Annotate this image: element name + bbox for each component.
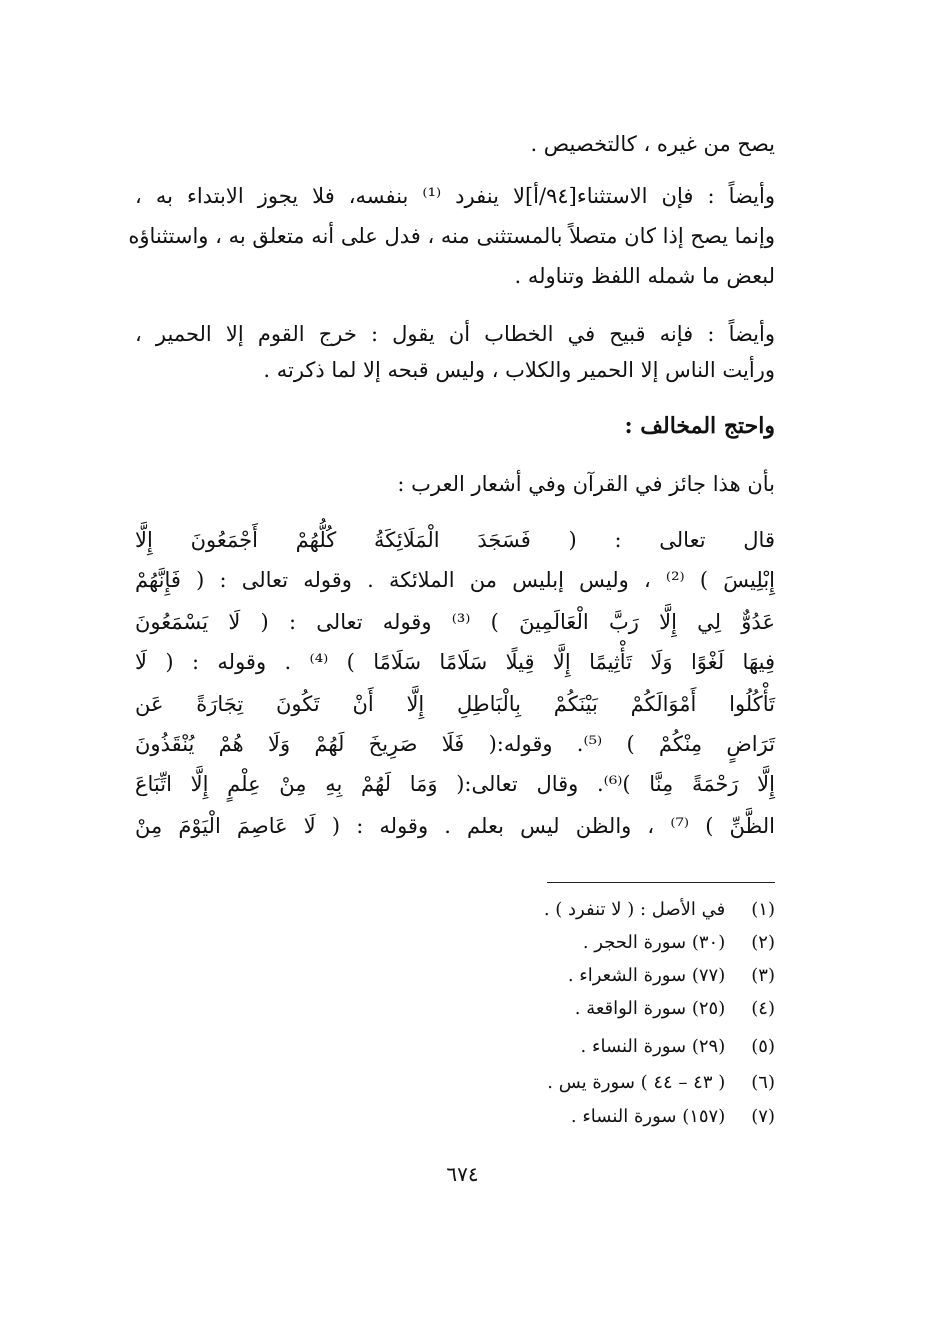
quran-text-line: تَأْكُلُوا أَمْوَالَكُمْ بَيْنَكُمْ بِالْبَاطِلِ إِلَّا أَنْ تَكُونَ تِجَارَةً عَن [135,692,775,716]
footnote-text: (٧٧) سورة الشعراء . [567,965,726,986]
footnote-number: (٥) [751,1036,775,1057]
text-line: بأن هذا جائز في القرآن وفي أشعار العرب : [397,472,775,496]
footnote-number: (٤) [751,998,775,1019]
footnote-number: (٦) [751,1072,775,1093]
footnote [547,1069,775,1097]
page-number: ٦٧٤ [446,1162,479,1186]
footnote-number: (١) [751,899,775,920]
text-line: لبعض ما شمله اللفظ وتناوله . [514,264,775,288]
text-line: وأيضاً : فإنه قبيح في الخطاب أن يقول : خرج القوم إلا الحمير ، [135,322,775,346]
footnote-text: (٣٠) سورة الحجر . [582,932,726,953]
text-line: وإنما يصح إذا كان متصلاً بالمستثنى منه ، فدل على أنه متعلق به ، واستثناؤه [128,224,775,248]
footnote-number: (٧) [751,1106,775,1127]
footnote-text: (٢٥) سورة الواقعة . [574,998,726,1019]
quran-text-line: الظَّنِّ ) ⁽⁷⁾ ، والظن ليس بعلم . وقوله : ( لَا عَاصِمَ الْيَوْمَ مِنْ [135,814,775,838]
footnote [568,962,775,990]
quran-text-line: إِلَّا رَحْمَةً مِنَّا )⁽⁶⁾. وقال تعالى:( وَمَا لَهُمْ بِهِ مِنْ عِلْمٍ إِلَّا اتِّبَاعَ [135,772,775,796]
footnote [583,929,775,957]
quran-text-line: تَرَاضٍ مِنْكُمْ ) ⁽⁵⁾. وقوله:( فَلَا صَرِيخَ لَهُمْ وَلَا هُمْ يُنْقَذُونَ [135,732,775,756]
footnote-text: (١٥٧) سورة النساء . [570,1106,726,1127]
section-heading: واحتج المخالف : [624,413,775,439]
quran-text-line: عَدُوٌّ لِي إِلَّا رَبَّ الْعَالَمِينَ ) ⁽³⁾ وقوله تعالى : ( لَا يَسْمَعُونَ [135,610,775,634]
quran-text-line: قال تعالى : ( فَسَجَدَ الْمَلَائِكَةُ كُلُّهُمْ أَجْمَعُونَ إِلَّا [135,528,775,552]
footnote [575,995,775,1023]
text-line: وأيضاً : فإن الاستثناء[٩٤/أ]لا ينفرد ⁽¹⁾ بنفسه، فلا يجوز الابتداء به ، [135,184,775,208]
quran-text-line: إِبْلِيسَ ) ⁽²⁾ ، وليس إبليس من الملائكة . وقوله تعالى : ( فَإِنَّهُمْ [135,568,776,592]
footnote-text: في الأصل : ( لا تنفرد ) . [543,899,726,920]
footnote-text: (٢٩) سورة النساء . [580,1036,726,1057]
quran-text-line: فِيهَا لَغْوًا وَلَا تَأْثِيمًا إِلَّا قِيلًا سَلَامًا سَلَامًا ) ⁽⁴⁾ . وقوله : ( لَا [135,650,775,674]
footnote-number: (٢) [751,932,775,953]
footnote-text: ( ٤٣ – ٤٤ ) سورة يس . [547,1072,726,1093]
footnote [544,896,775,924]
text-line: يصح من غيره ، كالتخصيص . [530,132,775,156]
footnote-divider [547,882,775,883]
footnote [571,1103,775,1131]
footnote-number: (٣) [751,965,775,986]
text-line: ورأيت الناس إلا الحمير والكلاب ، وليس قبحه إلا لما ذكرته . [263,358,775,382]
footnote [581,1033,775,1061]
